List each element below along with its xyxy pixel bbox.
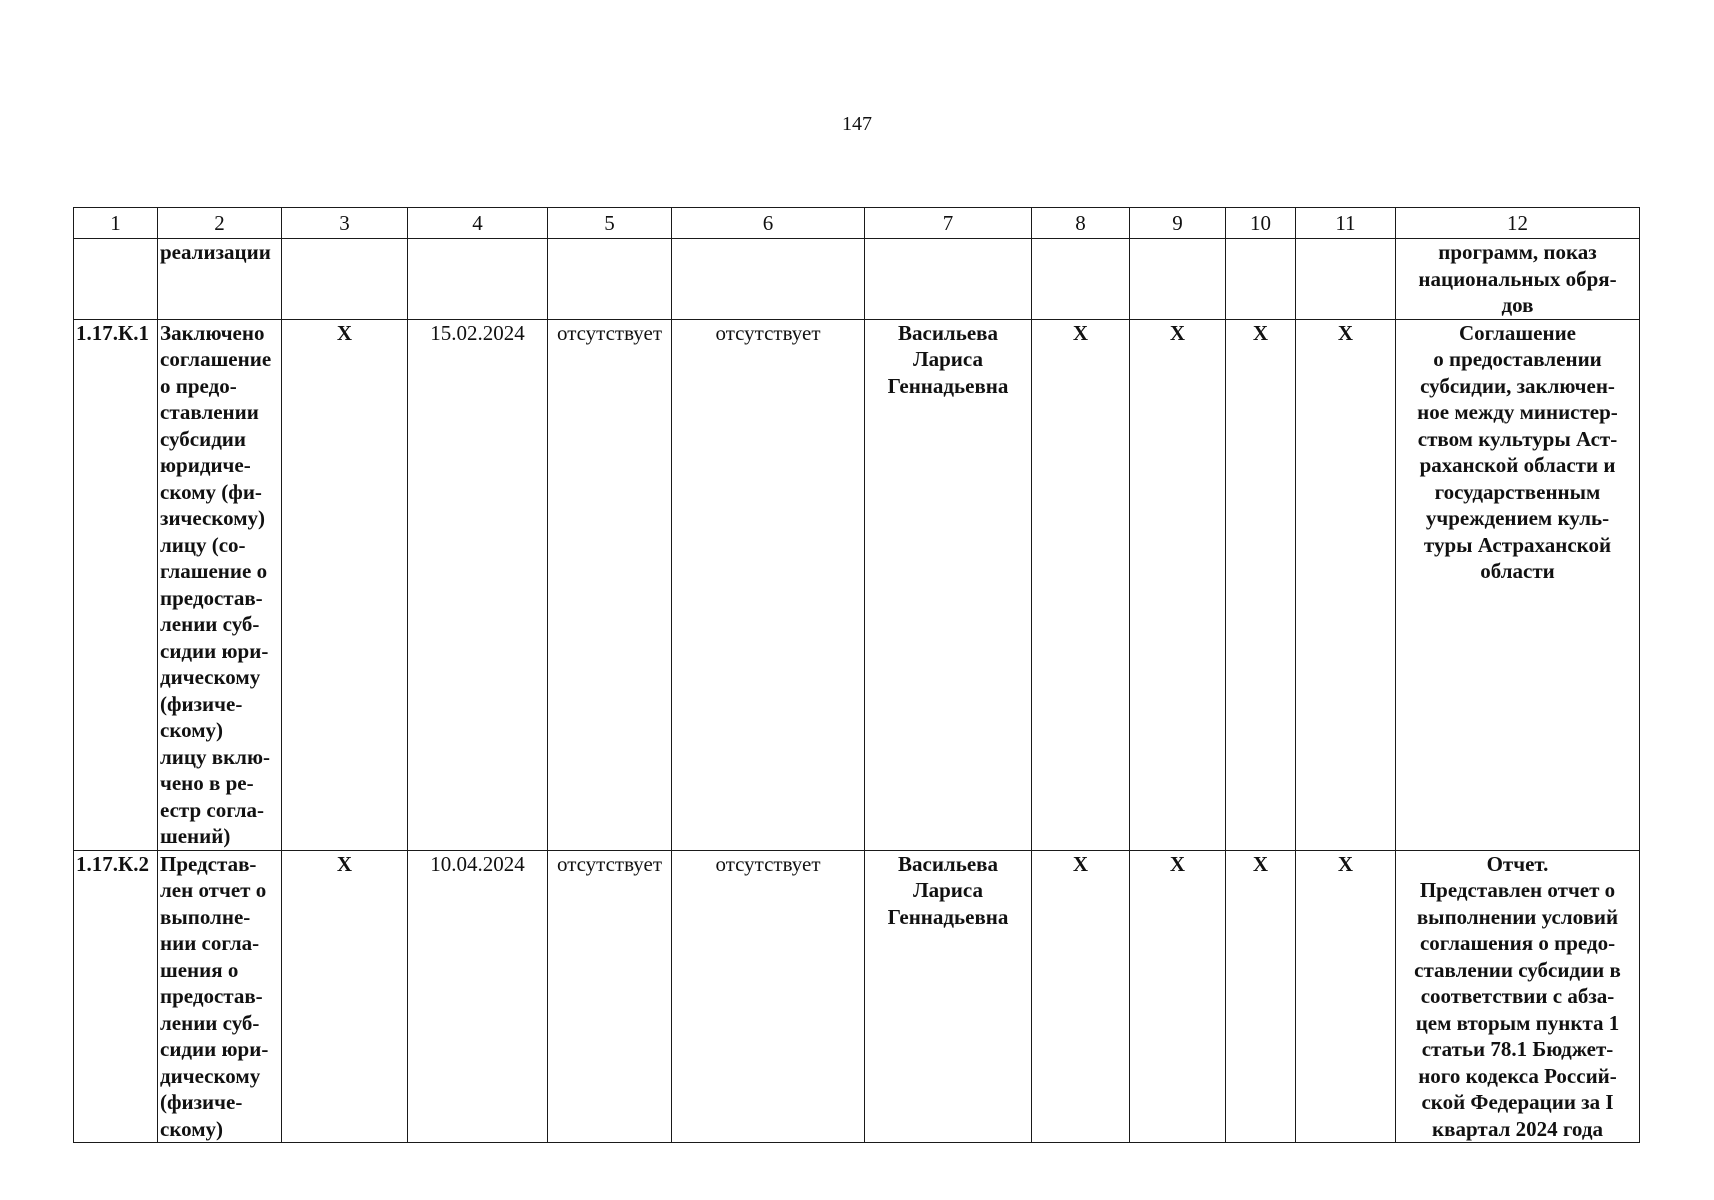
text-line: субсидии, заключен- [1420, 373, 1615, 398]
text-line: о предоставлении [1433, 347, 1602, 371]
text-line: ством культуры Аст- [1417, 426, 1618, 451]
text-line: Васильева [898, 320, 998, 345]
row-code: 1.17.К.1 [74, 319, 158, 850]
text-line: лении суб- [160, 1010, 260, 1035]
text-line: ного кодекса Россий- [1418, 1063, 1617, 1088]
row-cell-6: отсутствует [672, 319, 865, 850]
table-row [74, 239, 1640, 320]
text-line: глашение о [160, 559, 268, 583]
row-responsible [865, 319, 1032, 850]
text-line: Лариса [912, 347, 983, 371]
column-number-row [74, 208, 1640, 239]
row-name [158, 850, 282, 1143]
column-header-3: 3 [282, 208, 408, 239]
text-line: туры Астраханской [1423, 532, 1612, 557]
text-line: сидии юри- [160, 1037, 269, 1061]
text-line: дов [1501, 293, 1534, 317]
column-header-7: 7 [865, 208, 1032, 239]
text-line: Лариса [912, 878, 983, 902]
text-line: шений) [160, 824, 231, 848]
text-line: скому (фи- [160, 479, 262, 504]
row-cell-11 [1296, 239, 1396, 320]
text-line: скому) [160, 1116, 224, 1141]
column-header-8: 8 [1032, 208, 1130, 239]
text-line: лицу (со- [160, 532, 246, 557]
text-line: скому) [160, 718, 224, 742]
text-line: лицу вклю- [160, 744, 270, 769]
text-line: Геннадьевна [887, 904, 1009, 929]
text-line: дическому [160, 665, 261, 689]
row-cell-5: отсутствует [548, 850, 672, 1143]
page-number: 147 [842, 113, 872, 135]
column-header-6: 6 [672, 208, 865, 239]
text-line: национальных обря- [1418, 266, 1617, 291]
row-cell-8: Х [1032, 319, 1130, 850]
row-cell-9: Х [1130, 850, 1226, 1143]
text-line: Представлен отчет о [1419, 878, 1616, 902]
text-line: программ, показ [1438, 240, 1597, 264]
column-header-4: 4 [408, 208, 548, 239]
row-cell-10: Х [1226, 319, 1296, 850]
text-line: естр согла- [160, 797, 264, 822]
table-row [74, 850, 1640, 1143]
text-line: выполнении условий [1416, 904, 1619, 929]
text-line: Соглашение [1459, 320, 1576, 345]
text-line: сидии юри- [160, 638, 269, 663]
column-header-9: 9 [1130, 208, 1226, 239]
table-row [74, 319, 1640, 850]
text-line: (физиче- [160, 691, 243, 716]
text-line: юридиче- [160, 453, 251, 477]
text-line: лен отчет о [160, 878, 267, 902]
row-cell-5 [548, 239, 672, 320]
text-line: цем вторым пункта 1 [1415, 1010, 1620, 1035]
plan-table [73, 207, 1640, 1143]
text-line: ное между министер- [1417, 400, 1618, 424]
text-line: предостав- [160, 984, 263, 1008]
text-line: (физиче- [160, 1090, 243, 1114]
row-cell-9: Х [1130, 319, 1226, 850]
row-cell-6: отсутствует [672, 850, 865, 1143]
row-date [408, 239, 548, 320]
row-cell-11: Х [1296, 319, 1396, 850]
row-date: 15.02.2024 [408, 319, 548, 850]
row-cell-8: Х [1032, 850, 1130, 1143]
column-header-10: 10 [1226, 208, 1296, 239]
text-line: соответствии с абза- [1420, 984, 1615, 1008]
text-line: квартал 2024 года [1432, 1116, 1603, 1141]
text-line: Васильева [898, 851, 998, 876]
row-cell-3: Х [282, 850, 408, 1143]
row-name [158, 319, 282, 850]
column-header-12: 12 [1396, 208, 1640, 239]
text-line: нии согла- [160, 931, 260, 955]
text-line: Отчет. [1486, 851, 1549, 876]
text-line: дическому [160, 1063, 261, 1088]
text-line: ской Федерации за I [1421, 1090, 1614, 1114]
text-line: ставлении субсидии в [1414, 957, 1621, 982]
text-line: государственным [1434, 479, 1601, 504]
row-cell-11: Х [1296, 850, 1396, 1143]
text-line: учреждением куль- [1425, 506, 1610, 530]
row-result [1396, 850, 1640, 1143]
text-line: реализации [160, 240, 271, 264]
text-line: выполне- [160, 904, 251, 929]
column-header-5: 5 [548, 208, 672, 239]
text-line: о предо- [160, 373, 237, 398]
row-cell-3: Х [282, 319, 408, 850]
text-line: субсидии [160, 426, 247, 451]
column-header-1: 1 [74, 208, 158, 239]
row-cell-10 [1226, 239, 1296, 320]
row-result [1396, 239, 1640, 320]
column-header-11: 11 [1296, 208, 1396, 239]
text-line: раханской области и [1419, 453, 1616, 477]
row-cell-5: отсутствует [548, 319, 672, 850]
text-line: лении суб- [160, 612, 260, 636]
row-responsible [865, 850, 1032, 1143]
text-line: Геннадьевна [887, 373, 1009, 398]
text-line: соглашение [160, 347, 272, 371]
text-line: соглашения о предо- [1419, 931, 1616, 955]
text-line: области [1480, 559, 1555, 583]
text-line: статьи 78.1 Бюджет- [1421, 1037, 1614, 1061]
row-code [74, 239, 158, 320]
text-line: шения о [160, 957, 239, 982]
row-cell-3 [282, 239, 408, 320]
text-line: зическому) [160, 506, 265, 530]
text-line: Представ- [160, 851, 257, 876]
row-name [158, 239, 282, 320]
row-responsible [865, 239, 1032, 320]
text-line: предостав- [160, 585, 263, 610]
text-line: чено в ре- [160, 771, 254, 795]
text-line: Заключено [160, 320, 265, 345]
row-cell-6 [672, 239, 865, 320]
row-date: 10.04.2024 [408, 850, 548, 1143]
row-cell-8 [1032, 239, 1130, 320]
row-cell-10: Х [1226, 850, 1296, 1143]
row-cell-9 [1130, 239, 1226, 320]
row-code: 1.17.К.2 [74, 850, 158, 1143]
column-header-2: 2 [158, 208, 282, 239]
row-result [1396, 319, 1640, 850]
text-line: ставлении [160, 400, 259, 424]
